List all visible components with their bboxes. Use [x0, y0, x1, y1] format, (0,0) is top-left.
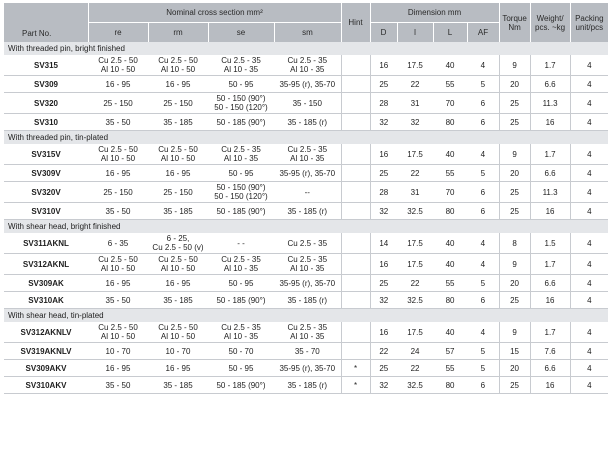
- header-d: D: [370, 23, 397, 43]
- cell-sm: Cu 2.5 - 35 Al 10 - 35: [274, 144, 341, 165]
- cell-l-big: 57: [433, 343, 467, 360]
- cell-sm: 35 - 185 (r): [274, 203, 341, 220]
- cell-re: Cu 2.5 - 50 Al 10 - 50: [88, 144, 148, 165]
- cell-se: 50 - 150 (90°) 50 - 150 (120°): [208, 182, 274, 203]
- cell-se: 50 - 185 (90°): [208, 292, 274, 309]
- cell-se: 50 - 70: [208, 343, 274, 360]
- cell-re: 35 - 50: [88, 203, 148, 220]
- cell-weight: 11.3: [530, 182, 570, 203]
- cell-packing: 4: [570, 165, 608, 182]
- cell-l-big: 80: [433, 203, 467, 220]
- table-row: [4, 93, 608, 114]
- header-dimension: Dimension mm: [370, 3, 499, 23]
- cell-l-small: 17.5: [397, 144, 433, 165]
- cell-l-big: 80: [433, 377, 467, 394]
- cell-d: 14: [370, 233, 397, 254]
- cell-d: 25: [370, 360, 397, 377]
- cell-rm: 35 - 185: [148, 203, 208, 220]
- cell-l-big: 40: [433, 233, 467, 254]
- cell-weight: 6.6: [530, 275, 570, 292]
- cell-part-no: SV320V: [4, 182, 88, 203]
- cell-packing: 4: [570, 360, 608, 377]
- cell-l-big: 70: [433, 182, 467, 203]
- cell-l-big: 55: [433, 275, 467, 292]
- cell-weight: 11.3: [530, 93, 570, 114]
- cell-part-no: SV309AKV: [4, 360, 88, 377]
- header-packing: Packing unit/pcs: [570, 3, 608, 42]
- table-row: [4, 76, 608, 93]
- cell-packing: 4: [570, 377, 608, 394]
- cell-re: 16 - 95: [88, 360, 148, 377]
- cell-rm: 16 - 95: [148, 165, 208, 182]
- cell-torque: 9: [499, 144, 530, 165]
- cell-re: 16 - 95: [88, 165, 148, 182]
- table-row: [4, 144, 608, 165]
- cell-l-small: 22: [397, 76, 433, 93]
- cell-weight: 1.7: [530, 322, 570, 343]
- cell-weight: 6.6: [530, 165, 570, 182]
- table-row: [4, 114, 608, 131]
- cell-re: 35 - 50: [88, 114, 148, 131]
- table-row: [4, 165, 608, 182]
- header-weight: Weight/ pcs. ~kg: [530, 3, 570, 42]
- header-af: AF: [467, 23, 499, 43]
- product-table-container: [4, 3, 608, 394]
- cell-weight: 1.7: [530, 254, 570, 275]
- section-header: [4, 131, 608, 145]
- table-row: [4, 203, 608, 220]
- section-title: With shear head, tin-plated: [4, 309, 608, 323]
- table-row: [4, 360, 608, 377]
- cell-rm: 25 - 150: [148, 93, 208, 114]
- cell-packing: 4: [570, 55, 608, 76]
- cell-af: 5: [467, 275, 499, 292]
- cell-sm: 35 - 185 (r): [274, 114, 341, 131]
- cell-l-small: 24: [397, 343, 433, 360]
- cell-l-big: 55: [433, 360, 467, 377]
- cell-af: 4: [467, 144, 499, 165]
- cell-rm: 16 - 95: [148, 275, 208, 292]
- header-sm: sm: [274, 23, 341, 43]
- table-body: [4, 42, 608, 394]
- section-title: With shear head, bright finished: [4, 220, 608, 234]
- section-title: With threaded pin, bright finished: [4, 42, 608, 55]
- cell-l-small: 32: [397, 114, 433, 131]
- cell-part-no: SV309AK: [4, 275, 88, 292]
- cell-af: 6: [467, 182, 499, 203]
- cell-d: 22: [370, 343, 397, 360]
- cell-weight: 7.6: [530, 343, 570, 360]
- cell-sm: 35 - 70: [274, 343, 341, 360]
- cell-torque: 25: [499, 203, 530, 220]
- cell-l-small: 32.5: [397, 377, 433, 394]
- cell-weight: 6.6: [530, 360, 570, 377]
- cell-torque: 9: [499, 322, 530, 343]
- cell-rm: Cu 2.5 - 50 Al 10 - 50: [148, 254, 208, 275]
- table-row: [4, 322, 608, 343]
- cell-torque: 8: [499, 233, 530, 254]
- cell-se: 50 - 150 (90°) 50 - 150 (120°): [208, 93, 274, 114]
- cell-rm: 6 - 25, Cu 2.5 - 50 (v): [148, 233, 208, 254]
- cell-af: 5: [467, 76, 499, 93]
- cell-se: 50 - 95: [208, 76, 274, 93]
- header-l-small: l: [397, 23, 433, 43]
- cell-re: 10 - 70: [88, 343, 148, 360]
- cell-af: 4: [467, 322, 499, 343]
- section-header: [4, 42, 608, 55]
- cell-hint: [341, 203, 370, 220]
- cell-sm: 35 - 185 (r): [274, 377, 341, 394]
- cell-re: 25 - 150: [88, 182, 148, 203]
- cell-d: 25: [370, 165, 397, 182]
- cell-af: 5: [467, 343, 499, 360]
- cell-hint: [341, 114, 370, 131]
- cell-hint: [341, 93, 370, 114]
- cell-re: Cu 2.5 - 50 Al 10 - 50: [88, 55, 148, 76]
- cell-se: 50 - 185 (90°): [208, 114, 274, 131]
- cell-hint: *: [341, 377, 370, 394]
- cell-rm: 16 - 95: [148, 76, 208, 93]
- header-hint: Hint: [341, 3, 370, 42]
- cell-l-small: 31: [397, 182, 433, 203]
- cell-re: 35 - 50: [88, 377, 148, 394]
- cell-l-small: 22: [397, 165, 433, 182]
- cell-se: 50 - 95: [208, 360, 274, 377]
- cell-d: 25: [370, 76, 397, 93]
- cell-weight: 16: [530, 292, 570, 309]
- cell-rm: Cu 2.5 - 50 Al 10 - 50: [148, 144, 208, 165]
- cell-se: 50 - 95: [208, 275, 274, 292]
- cell-rm: 35 - 185: [148, 114, 208, 131]
- cell-packing: 4: [570, 182, 608, 203]
- cell-packing: 4: [570, 275, 608, 292]
- cell-hint: [341, 76, 370, 93]
- cell-torque: 20: [499, 165, 530, 182]
- cell-hint: [341, 182, 370, 203]
- cell-weight: 6.6: [530, 76, 570, 93]
- cell-torque: 20: [499, 76, 530, 93]
- cell-sm: Cu 2.5 - 35: [274, 233, 341, 254]
- cell-d: 16: [370, 144, 397, 165]
- cell-hint: [341, 322, 370, 343]
- header-re: re: [88, 23, 148, 43]
- cell-hint: *: [341, 360, 370, 377]
- cell-l-small: 17.5: [397, 55, 433, 76]
- cell-weight: 1.5: [530, 233, 570, 254]
- section-title: With threaded pin, tin-plated: [4, 131, 608, 145]
- cell-packing: 4: [570, 254, 608, 275]
- cell-l-big: 40: [433, 254, 467, 275]
- cell-rm: 35 - 185: [148, 377, 208, 394]
- cell-part-no: SV315: [4, 55, 88, 76]
- cell-re: 35 - 50: [88, 292, 148, 309]
- cell-d: 16: [370, 55, 397, 76]
- cell-weight: 1.7: [530, 144, 570, 165]
- cell-hint: [341, 55, 370, 76]
- cell-packing: 4: [570, 144, 608, 165]
- cell-l-small: 22: [397, 360, 433, 377]
- cell-se: Cu 2.5 - 35 Al 10 - 35: [208, 254, 274, 275]
- cell-se: Cu 2.5 - 35 Al 10 - 35: [208, 322, 274, 343]
- cell-d: 25: [370, 275, 397, 292]
- cell-d: 28: [370, 182, 397, 203]
- cell-l-small: 32.5: [397, 292, 433, 309]
- cell-packing: 4: [570, 93, 608, 114]
- cell-hint: [341, 275, 370, 292]
- cell-part-no: SV310V: [4, 203, 88, 220]
- cell-re: 16 - 95: [88, 76, 148, 93]
- cell-re: Cu 2.5 - 50 Al 10 - 50: [88, 322, 148, 343]
- cell-rm: 10 - 70: [148, 343, 208, 360]
- cell-hint: [341, 292, 370, 309]
- cell-part-no: SV309: [4, 76, 88, 93]
- cell-packing: 4: [570, 233, 608, 254]
- cell-l-small: 22: [397, 275, 433, 292]
- cell-d: 16: [370, 254, 397, 275]
- cell-l-big: 55: [433, 165, 467, 182]
- cell-af: 6: [467, 114, 499, 131]
- cell-hint: [341, 144, 370, 165]
- cell-re: Cu 2.5 - 50 Al 10 - 50: [88, 254, 148, 275]
- product-table: [4, 3, 608, 394]
- cell-d: 32: [370, 377, 397, 394]
- header-rm: rm: [148, 23, 208, 43]
- cell-sm: Cu 2.5 - 35 Al 10 - 35: [274, 55, 341, 76]
- header-part-no: Part No.: [4, 3, 88, 42]
- cell-l-big: 55: [433, 76, 467, 93]
- header-l-big: L: [433, 23, 467, 43]
- cell-sm: 35-95 (r), 35-70: [274, 275, 341, 292]
- cell-sm: --: [274, 182, 341, 203]
- cell-weight: 16: [530, 377, 570, 394]
- header-se: se: [208, 23, 274, 43]
- table-row: [4, 233, 608, 254]
- cell-sm: Cu 2.5 - 35 Al 10 - 35: [274, 254, 341, 275]
- cell-torque: 20: [499, 360, 530, 377]
- cell-sm: 35 - 185 (r): [274, 292, 341, 309]
- cell-l-big: 40: [433, 144, 467, 165]
- cell-af: 5: [467, 360, 499, 377]
- cell-d: 32: [370, 292, 397, 309]
- cell-torque: 25: [499, 182, 530, 203]
- cell-se: 50 - 95: [208, 165, 274, 182]
- cell-d: 28: [370, 93, 397, 114]
- cell-part-no: SV310AKV: [4, 377, 88, 394]
- cell-af: 6: [467, 292, 499, 309]
- cell-rm: 35 - 185: [148, 292, 208, 309]
- cell-packing: 4: [570, 76, 608, 93]
- cell-se: 50 - 185 (90°): [208, 203, 274, 220]
- table-header: [4, 3, 608, 42]
- section-header: [4, 220, 608, 234]
- cell-part-no: SV312AKNL: [4, 254, 88, 275]
- table-row: [4, 254, 608, 275]
- cell-l-small: 32.5: [397, 203, 433, 220]
- cell-hint: [341, 254, 370, 275]
- cell-af: 4: [467, 254, 499, 275]
- table-row: [4, 343, 608, 360]
- cell-d: 32: [370, 203, 397, 220]
- cell-packing: 4: [570, 114, 608, 131]
- cell-l-big: 40: [433, 55, 467, 76]
- cell-l-big: 40: [433, 322, 467, 343]
- cell-part-no: SV320: [4, 93, 88, 114]
- cell-sm: Cu 2.5 - 35 Al 10 - 35: [274, 322, 341, 343]
- header-nominal-cross-section: Nominal cross section mm²: [88, 3, 341, 23]
- cell-packing: 4: [570, 203, 608, 220]
- cell-packing: 4: [570, 322, 608, 343]
- table-row: [4, 275, 608, 292]
- cell-re: 16 - 95: [88, 275, 148, 292]
- cell-se: Cu 2.5 - 35 Al 10 - 35: [208, 144, 274, 165]
- cell-torque: 25: [499, 114, 530, 131]
- table-row: [4, 55, 608, 76]
- cell-l-small: 31: [397, 93, 433, 114]
- cell-part-no: SV312AKNLV: [4, 322, 88, 343]
- table-row: [4, 182, 608, 203]
- cell-l-big: 70: [433, 93, 467, 114]
- cell-l-big: 80: [433, 292, 467, 309]
- cell-re: 25 - 150: [88, 93, 148, 114]
- cell-af: 6: [467, 377, 499, 394]
- cell-torque: 20: [499, 275, 530, 292]
- cell-rm: 16 - 95: [148, 360, 208, 377]
- cell-sm: 35 - 150: [274, 93, 341, 114]
- cell-sm: 35-95 (r), 35-70: [274, 76, 341, 93]
- cell-torque: 9: [499, 55, 530, 76]
- cell-l-small: 17.5: [397, 322, 433, 343]
- cell-af: 5: [467, 165, 499, 182]
- cell-hint: [341, 165, 370, 182]
- table-row: [4, 292, 608, 309]
- cell-part-no: SV319AKNLV: [4, 343, 88, 360]
- cell-part-no: SV311AKNL: [4, 233, 88, 254]
- cell-part-no: SV309V: [4, 165, 88, 182]
- cell-torque: 15: [499, 343, 530, 360]
- header-torque: Torque Nm: [499, 3, 530, 42]
- section-header: [4, 309, 608, 323]
- cell-af: 6: [467, 203, 499, 220]
- cell-se: 50 - 185 (90°): [208, 377, 274, 394]
- cell-part-no: SV310: [4, 114, 88, 131]
- cell-d: 32: [370, 114, 397, 131]
- cell-rm: Cu 2.5 - 50 Al 10 - 50: [148, 322, 208, 343]
- cell-weight: 1.7: [530, 55, 570, 76]
- cell-re: 6 - 35: [88, 233, 148, 254]
- cell-rm: Cu 2.5 - 50 Al 10 - 50: [148, 55, 208, 76]
- cell-part-no: SV310AK: [4, 292, 88, 309]
- cell-af: 6: [467, 93, 499, 114]
- cell-torque: 9: [499, 254, 530, 275]
- cell-sm: 35-95 (r), 35-70: [274, 360, 341, 377]
- cell-weight: 16: [530, 203, 570, 220]
- cell-weight: 16: [530, 114, 570, 131]
- cell-sm: 35-95 (r), 35-70: [274, 165, 341, 182]
- cell-l-big: 80: [433, 114, 467, 131]
- cell-torque: 25: [499, 377, 530, 394]
- cell-se: - -: [208, 233, 274, 254]
- cell-d: 16: [370, 322, 397, 343]
- cell-l-small: 17.5: [397, 233, 433, 254]
- cell-se: Cu 2.5 - 35 Al 10 - 35: [208, 55, 274, 76]
- cell-hint: [341, 233, 370, 254]
- cell-af: 4: [467, 233, 499, 254]
- cell-af: 4: [467, 55, 499, 76]
- cell-torque: 25: [499, 292, 530, 309]
- cell-part-no: SV315V: [4, 144, 88, 165]
- cell-packing: 4: [570, 343, 608, 360]
- cell-rm: 25 - 150: [148, 182, 208, 203]
- cell-packing: 4: [570, 292, 608, 309]
- cell-hint: [341, 343, 370, 360]
- cell-torque: 25: [499, 93, 530, 114]
- table-row: [4, 377, 608, 394]
- cell-l-small: 17.5: [397, 254, 433, 275]
